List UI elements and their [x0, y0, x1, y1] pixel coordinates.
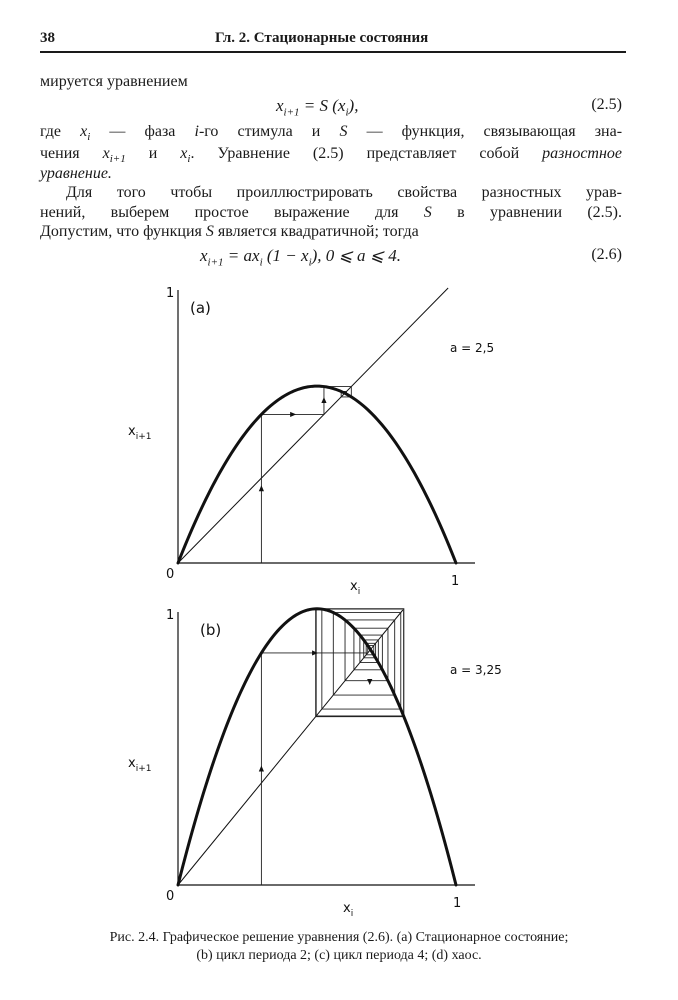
arrow-marker [367, 679, 372, 685]
figure-a-y-label: $x_{i+1}$ [128, 424, 152, 442]
figure-a-x-label: $x_i$ [350, 579, 361, 597]
page-header [40, 30, 626, 54]
figure-b-x-tick: 1 [453, 896, 462, 911]
figure-b-y-tick: 1 [166, 608, 175, 623]
arrow-marker [290, 412, 296, 417]
figure-b-svg [120, 602, 500, 922]
figure-a-cobweb [261, 387, 351, 563]
figure-b-identity-line [178, 610, 403, 885]
figure-a-axes [178, 290, 475, 563]
figure-a-panel-label: (a) [190, 299, 211, 317]
arrow-marker [259, 485, 264, 491]
figure-b-cobweb [261, 609, 403, 885]
figure-a-origin: 0 [166, 567, 175, 582]
text-line-5: Для того чтобы проиллюстрировать свойства разностных урав- [66, 184, 622, 201]
running-head: Гл. 2. Стационарные состояния [215, 30, 429, 46]
text-line-6: нений, выберем простое выражение для S в уравнении (2.5). [40, 204, 622, 221]
figure-a-parabola [178, 386, 456, 563]
equation-2-5-number: (2.5) [591, 96, 622, 113]
figure-a-svg [120, 280, 500, 600]
figure-b-y-label: $x_{i+1}$ [128, 756, 152, 774]
figure-b [120, 602, 500, 922]
cobweb-path [261, 609, 403, 885]
figure-a [120, 280, 500, 600]
figure-b-x-label: $x_i$ [343, 901, 354, 919]
header-rule [40, 51, 626, 53]
arrow-marker [312, 650, 318, 655]
figure-b-origin: 0 [166, 889, 175, 904]
arrow-marker [259, 765, 264, 771]
caption-line-1: Рис. 2.4. Графическое решение уравнения (2.6). (а) Стационарное состояние; [109, 930, 569, 945]
figure-caption [40, 929, 638, 965]
figure-a-identity-line [178, 288, 448, 563]
caption-line-2: (b) цикл периода 2; (с) цикл периода 4; (d) хаос. [196, 948, 482, 963]
equation-2-6 [0, 246, 678, 270]
figure-b-parabola [178, 609, 456, 885]
text-line-2: где $x_i$ — фаза i-го стимула и S — функция, связывающая зна- [40, 123, 623, 144]
equation-2-6-number: (2.6) [591, 246, 622, 263]
text-line-7: Допустим, что функция S является квадратичной; тогда [40, 223, 419, 240]
page-number: 38 [40, 30, 55, 46]
figure-a-a-label: a = 2,5 [450, 341, 495, 355]
equation-2-5 [0, 96, 678, 120]
cobweb-path [261, 387, 351, 563]
figure-b-a-label: a = 3,25 [450, 663, 502, 677]
equation-2-6-body: $x_{i+1} = ax_i$ $(1 - x_i)$, 0 ⩽ a ⩽ 4. [200, 246, 402, 269]
text-line-1: мируется уравнением [40, 73, 188, 90]
text-line-4: уравнение. [40, 165, 112, 182]
text-line-3: чения $x_{i+1}$ и $x_i$. Уравнение (2.5) представляет собой разностное [40, 145, 623, 166]
figure-a-x-tick: 1 [451, 574, 460, 589]
figure-a-arrows [259, 397, 327, 491]
arrow-marker [321, 397, 326, 403]
figure-a-y-tick: 1 [166, 286, 175, 301]
equation-2-5-body: $x_{i+1} = S$ $(x_i)$, [276, 96, 359, 119]
figure-b-panel-label: (b) [200, 621, 222, 639]
